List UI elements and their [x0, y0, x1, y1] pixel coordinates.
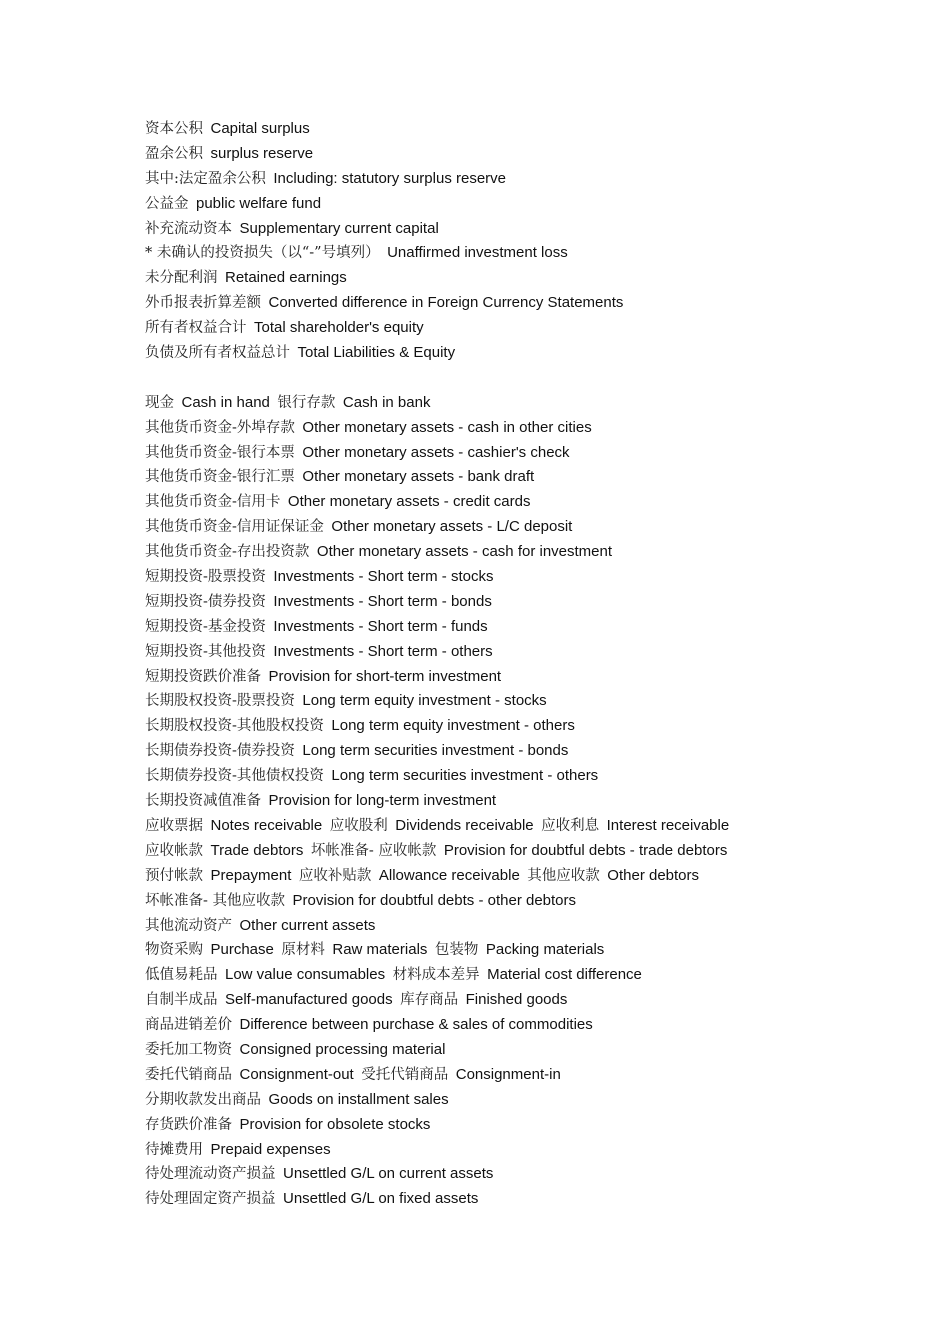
english-term: Other monetary assets - cash in other cities	[302, 418, 592, 436]
chinese-term: 短期投资跌价准备	[145, 668, 261, 685]
glossary-line	[145, 988, 925, 1013]
english-term: Investments - Short term - bonds	[273, 592, 492, 610]
glossary-line	[145, 938, 925, 963]
chinese-term: 短期投资-债券投资	[145, 593, 266, 610]
chinese-term: 低值易耗品	[145, 967, 218, 984]
glossary-line	[145, 416, 925, 441]
chinese-term: 自制半成品	[145, 992, 218, 1009]
english-term: Other monetary assets - cashier's check	[302, 443, 570, 461]
english-term: Prepaid expenses	[210, 1140, 331, 1158]
english-term: Including: statutory surplus reserve	[273, 169, 507, 187]
chinese-term: 其他货币资金-外埠存款	[145, 419, 295, 436]
section-gap	[145, 366, 925, 391]
english-term: Other monetary assets - credit cards	[287, 493, 531, 511]
chinese-term: 其他流动资产	[145, 917, 232, 934]
english-term: Investments - Short term - others	[273, 642, 493, 660]
glossary-line	[145, 1063, 925, 1088]
chinese-term: 长期股权投资-股票投资	[145, 693, 295, 710]
glossary-line	[145, 789, 925, 814]
english-term: Long term equity investment - others	[331, 717, 575, 735]
glossary-line	[145, 465, 925, 490]
chinese-term: 受托代销商品	[361, 1066, 449, 1083]
chinese-term: 长期债券投资-其他债权投资	[145, 768, 324, 785]
english-term: Raw materials	[332, 941, 428, 959]
english-term: Consignment-out	[239, 1065, 354, 1083]
english-term: Total shareholder's equity	[254, 319, 424, 337]
glossary-line	[145, 739, 925, 764]
chinese-term: 其他货币资金-银行汇票	[145, 469, 295, 486]
chinese-term: 应收利息	[541, 817, 600, 834]
english-term: Low value consumables	[225, 966, 386, 984]
glossary-line	[145, 1013, 925, 1038]
chinese-term: 所有者权益合计	[145, 320, 247, 337]
glossary-line	[145, 615, 925, 640]
chinese-term: 物资采购	[145, 942, 203, 959]
glossary-line	[145, 814, 925, 839]
english-term: Unaffirmed investment loss	[387, 244, 568, 262]
chinese-term: 其中:法定盈余公积	[145, 170, 266, 187]
chinese-term: 公益金	[145, 195, 189, 212]
chinese-term: 坏帐准备- 其他应收款	[145, 892, 286, 909]
english-term: Supplementary current capital	[239, 219, 439, 237]
english-term: Other monetary assets - L/C deposit	[331, 518, 573, 536]
english-term: Provision for obsolete stocks	[239, 1115, 431, 1133]
glossary-line	[145, 291, 925, 316]
glossary-line	[145, 1088, 925, 1113]
glossary-line	[145, 665, 925, 690]
english-term: Unsettled G/L on fixed assets	[283, 1190, 479, 1208]
chinese-term: 应收票据	[145, 817, 203, 834]
glossary-line	[145, 540, 925, 565]
english-term: Finished goods	[465, 991, 568, 1009]
english-term: Difference between purchase & sales of commodities	[239, 1016, 593, 1034]
glossary-line	[145, 1038, 925, 1063]
chinese-term: 长期投资减值准备	[145, 793, 261, 810]
chinese-term: 外币报表折算差额	[145, 295, 261, 312]
glossary-line	[145, 689, 925, 714]
chinese-term: 库存商品	[400, 992, 459, 1009]
chinese-term: 应收股利	[329, 817, 388, 834]
english-term: Consignment-in	[455, 1065, 561, 1083]
chinese-term: 短期投资-基金投资	[145, 618, 266, 635]
glossary-section	[145, 117, 925, 366]
glossary-line	[145, 590, 925, 615]
chinese-term: 资本公积	[145, 121, 203, 137]
glossary-line	[145, 391, 925, 416]
english-term: Retained earnings	[225, 269, 347, 287]
chinese-term: 盈余公积	[145, 145, 203, 162]
english-term: Goods on installment sales	[268, 1090, 449, 1108]
chinese-term: 待摊费用	[145, 1141, 203, 1158]
english-term: Notes receivable	[210, 816, 323, 834]
glossary-line	[145, 192, 925, 217]
english-term: Allowance receivable	[378, 866, 520, 884]
english-term: Other monetary assets - bank draft	[302, 468, 535, 486]
chinese-term: 补充流动资本	[145, 220, 232, 237]
glossary-line	[145, 142, 925, 167]
english-term: Packing materials	[485, 941, 605, 959]
english-term: Trade debtors	[210, 841, 304, 859]
chinese-term: 其他货币资金-信用卡	[145, 494, 281, 511]
chinese-term: 银行存款	[277, 394, 336, 411]
english-term: Purchase	[210, 941, 274, 959]
chinese-term: 存货跌价准备	[145, 1116, 232, 1133]
english-term: Self-manufactured goods	[225, 991, 393, 1009]
chinese-term: 分期收款发出商品	[145, 1091, 261, 1108]
chinese-term: 委托加工物资	[145, 1041, 232, 1058]
chinese-term: 包装物	[434, 942, 479, 959]
chinese-term: 原材料	[281, 942, 325, 959]
glossary-line	[145, 341, 925, 366]
english-term: Total Liabilities & Equity	[297, 344, 456, 362]
english-term: Investments - Short term - stocks	[273, 568, 494, 586]
english-term: Consigned processing material	[239, 1040, 446, 1058]
english-term: Provision for doubtful debts - other debtors	[292, 891, 577, 909]
english-term: Provision for short-term investment	[268, 667, 502, 685]
chinese-term: 商品进销差价	[145, 1017, 232, 1034]
english-term: Interest receivable	[606, 816, 730, 834]
glossary-line	[145, 714, 925, 739]
chinese-term: 委托代销商品	[145, 1066, 232, 1083]
chinese-term: 短期投资-股票投资	[145, 569, 266, 586]
glossary-line	[145, 914, 925, 939]
english-term: Converted difference in Foreign Currency Statements	[268, 294, 624, 312]
glossary-line	[145, 241, 925, 266]
glossary-line	[145, 441, 925, 466]
english-term: Cash in bank	[342, 393, 431, 411]
chinese-term: 预付帐款	[145, 867, 203, 884]
glossary-line	[145, 1187, 925, 1212]
english-term: Other debtors	[607, 866, 700, 884]
glossary-line	[145, 640, 925, 665]
chinese-term: 长期债券投资-债券投资	[145, 743, 295, 760]
chinese-term: 材料成本差异	[392, 967, 480, 984]
glossary-line	[145, 167, 925, 192]
glossary-line	[145, 266, 925, 291]
glossary-page	[145, 117, 925, 1212]
chinese-term: 坏帐准备- 应收帐款	[310, 842, 437, 859]
chinese-term: 应收补贴款	[298, 867, 372, 884]
glossary-line	[145, 1162, 925, 1187]
english-term: Investments - Short term - funds	[273, 617, 488, 635]
chinese-term: 应收帐款	[145, 842, 203, 859]
english-term: Capital surplus	[210, 120, 310, 137]
glossary-line	[145, 217, 925, 242]
chinese-term: 其他货币资金-存出投资款	[145, 544, 310, 561]
chinese-term: 未分配利润	[145, 270, 218, 287]
glossary-line	[145, 839, 925, 864]
english-term: Unsettled G/L on current assets	[283, 1165, 494, 1183]
english-term: Long term securities investment - bonds	[302, 742, 569, 760]
glossary-section	[145, 391, 925, 1212]
english-term: Provision for long-term investment	[268, 792, 497, 810]
english-term: Provision for doubtful debts - trade debtors	[443, 841, 728, 859]
glossary-line	[145, 889, 925, 914]
glossary-line	[145, 864, 925, 889]
glossary-line	[145, 117, 925, 142]
chinese-term: 其他货币资金-信用证保证金	[145, 519, 324, 536]
english-term: Other monetary assets - cash for investment	[316, 543, 613, 561]
english-term: Long term equity investment - stocks	[302, 692, 547, 710]
glossary-line	[145, 515, 925, 540]
glossary-line	[145, 764, 925, 789]
english-term: public welfare fund	[196, 194, 322, 212]
chinese-term: 待处理流动资产损益	[145, 1166, 276, 1183]
glossary-line	[145, 963, 925, 988]
chinese-term: 负债及所有者权益总计	[145, 345, 290, 362]
chinese-term: 其他应收款	[527, 867, 600, 884]
glossary-line	[145, 1113, 925, 1138]
chinese-term: 其他货币资金-银行本票	[145, 444, 295, 461]
english-term: Other current assets	[239, 916, 376, 934]
english-term: Prepayment	[210, 866, 292, 884]
english-term: Material cost difference	[487, 966, 642, 984]
chinese-term: 现金	[145, 394, 174, 411]
english-term: surplus reserve	[210, 144, 314, 162]
english-term: Long term securities investment - others	[331, 767, 599, 785]
glossary-line	[145, 316, 925, 341]
chinese-term: * 未确认的投资损失（以“-”号填列）	[145, 245, 380, 262]
glossary-line	[145, 1138, 925, 1163]
chinese-term: 短期投资-其他投资	[145, 643, 266, 660]
glossary-line	[145, 565, 925, 590]
chinese-term: 长期股权投资-其他股权投资	[145, 718, 324, 735]
english-term: Cash in hand	[181, 393, 270, 411]
english-term: Dividends receivable	[395, 816, 534, 834]
chinese-term: 待处理固定资产损益	[145, 1191, 276, 1208]
glossary-line	[145, 490, 925, 515]
